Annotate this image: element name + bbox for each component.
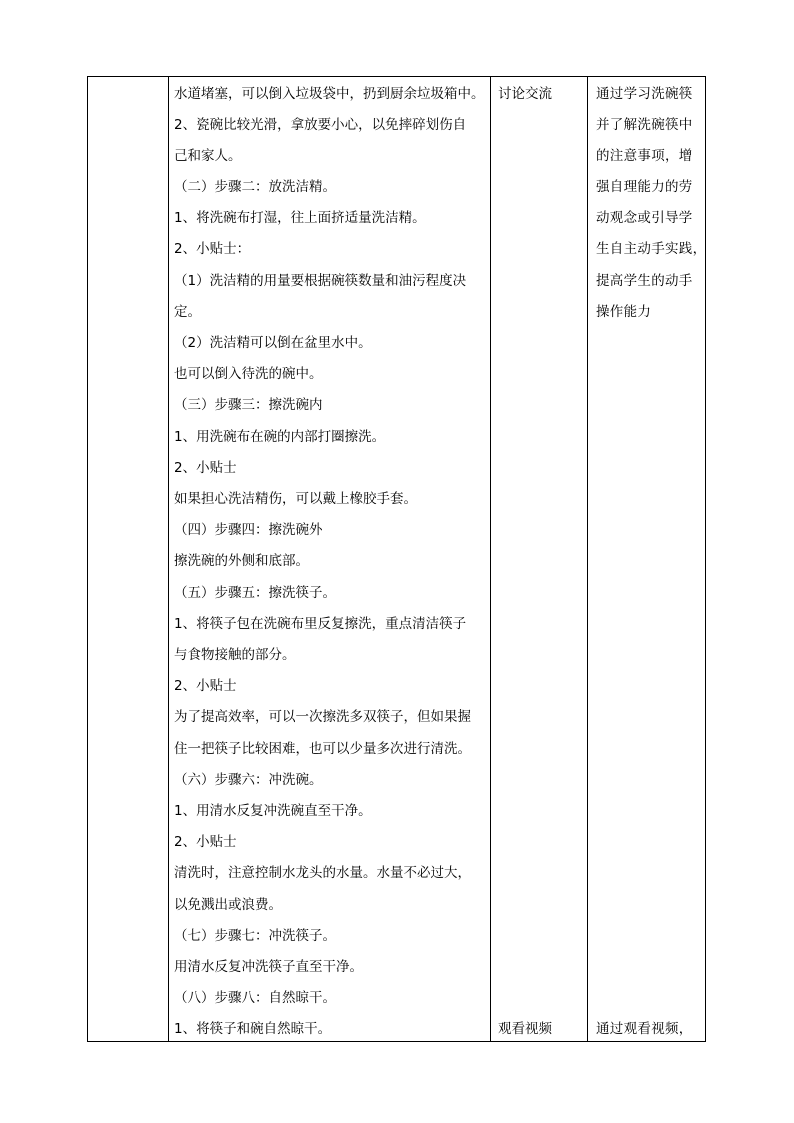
- intent-line: 操作能力: [596, 304, 652, 320]
- step-line: 1、将筷子和碗自然晾干。: [174, 1021, 332, 1037]
- step-line: 2、瓷碗比较光滑，拿放要小心，以免摔碎划伤自: [174, 117, 467, 133]
- intent-cell: [587, 77, 707, 1041]
- step-line: 住一把筷子比较困难，也可以少量多次进行清洗。: [174, 741, 471, 757]
- step-line: 2、小贴士: [174, 834, 237, 850]
- step-line: 1、用洗碗布在碗的内部打圈擦洗。: [174, 429, 386, 445]
- step-line: 为了提高效率，可以一次擦洗多双筷子，但如果握: [174, 709, 471, 725]
- intent-line: 的注意事项，增: [596, 148, 693, 164]
- step-line: （三）步骤三：擦洗碗内: [174, 397, 323, 413]
- step-line: 1、用清水反复冲洗碗直至干净。: [174, 803, 372, 819]
- activity-cell: [490, 77, 587, 1041]
- step-line: 2、小贴士: [174, 678, 237, 694]
- step-line: 用清水反复冲洗筷子直至干净。: [174, 959, 363, 975]
- step-line: 定。: [174, 304, 201, 320]
- intent-line: 生自主动手实践，: [596, 241, 707, 257]
- step-line: 如果担心洗洁精伤，可以戴上橡胶手套。: [174, 491, 417, 507]
- intent-line: 动观念或引导学: [596, 210, 693, 226]
- activity-label: 观看视频: [498, 1021, 552, 1037]
- step-line: 清洗时，注意控制水龙头的水量。水量不必过大，: [174, 865, 471, 881]
- intent-line: 通过学习洗碗筷: [596, 86, 693, 102]
- steps-cell: [168, 77, 490, 1041]
- step-line: （八）步骤八：自然晾干。: [174, 990, 336, 1006]
- intent-line: 强自理能力的劳: [596, 179, 693, 195]
- step-line: 擦洗碗的外侧和底部。: [174, 553, 309, 569]
- step-line: （1）洗洁精的用量要根据碗筷数量和油污程度决: [174, 273, 467, 289]
- activity-label: 讨论交流: [498, 86, 552, 102]
- step-line: 己和家人。: [174, 148, 242, 164]
- step-line: （七）步骤七：冲洗筷子。: [174, 928, 336, 944]
- step-line: 2、小贴士: [174, 460, 237, 476]
- step-line: （四）步骤四：擦洗碗外: [174, 522, 323, 538]
- step-line: 1、将洗碗布打湿，往上面挤适量洗洁精。: [174, 210, 426, 226]
- step-line: 与食物接触的部分。: [174, 647, 296, 663]
- lesson-table: [87, 76, 706, 1042]
- step-line: （六）步骤六：冲洗碗。: [174, 772, 323, 788]
- step-line: 以免溅出或浪费。: [174, 897, 282, 913]
- intent-line: 并了解洗碗筷中: [596, 117, 693, 133]
- step-line: 也可以倒入待洗的碗中。: [174, 366, 323, 382]
- empty-column-cell: [88, 77, 168, 1041]
- step-line: （2）洗洁精可以倒在盆里水中。: [174, 335, 372, 351]
- intent-line: 通过观看视频，: [596, 1021, 693, 1037]
- step-line: 水道堵塞，可以倒入垃圾袋中，扔到厨余垃圾箱中。: [174, 86, 485, 102]
- step-line: （五）步骤五：擦洗筷子。: [174, 585, 336, 601]
- step-line: 1、将筷子包在洗碗布里反复擦洗，重点清洁筷子: [174, 616, 467, 632]
- step-line: 2、小贴士：: [174, 241, 251, 257]
- intent-line: 提高学生的动手: [596, 273, 693, 289]
- step-line: （二）步骤二：放洗洁精。: [174, 179, 336, 195]
